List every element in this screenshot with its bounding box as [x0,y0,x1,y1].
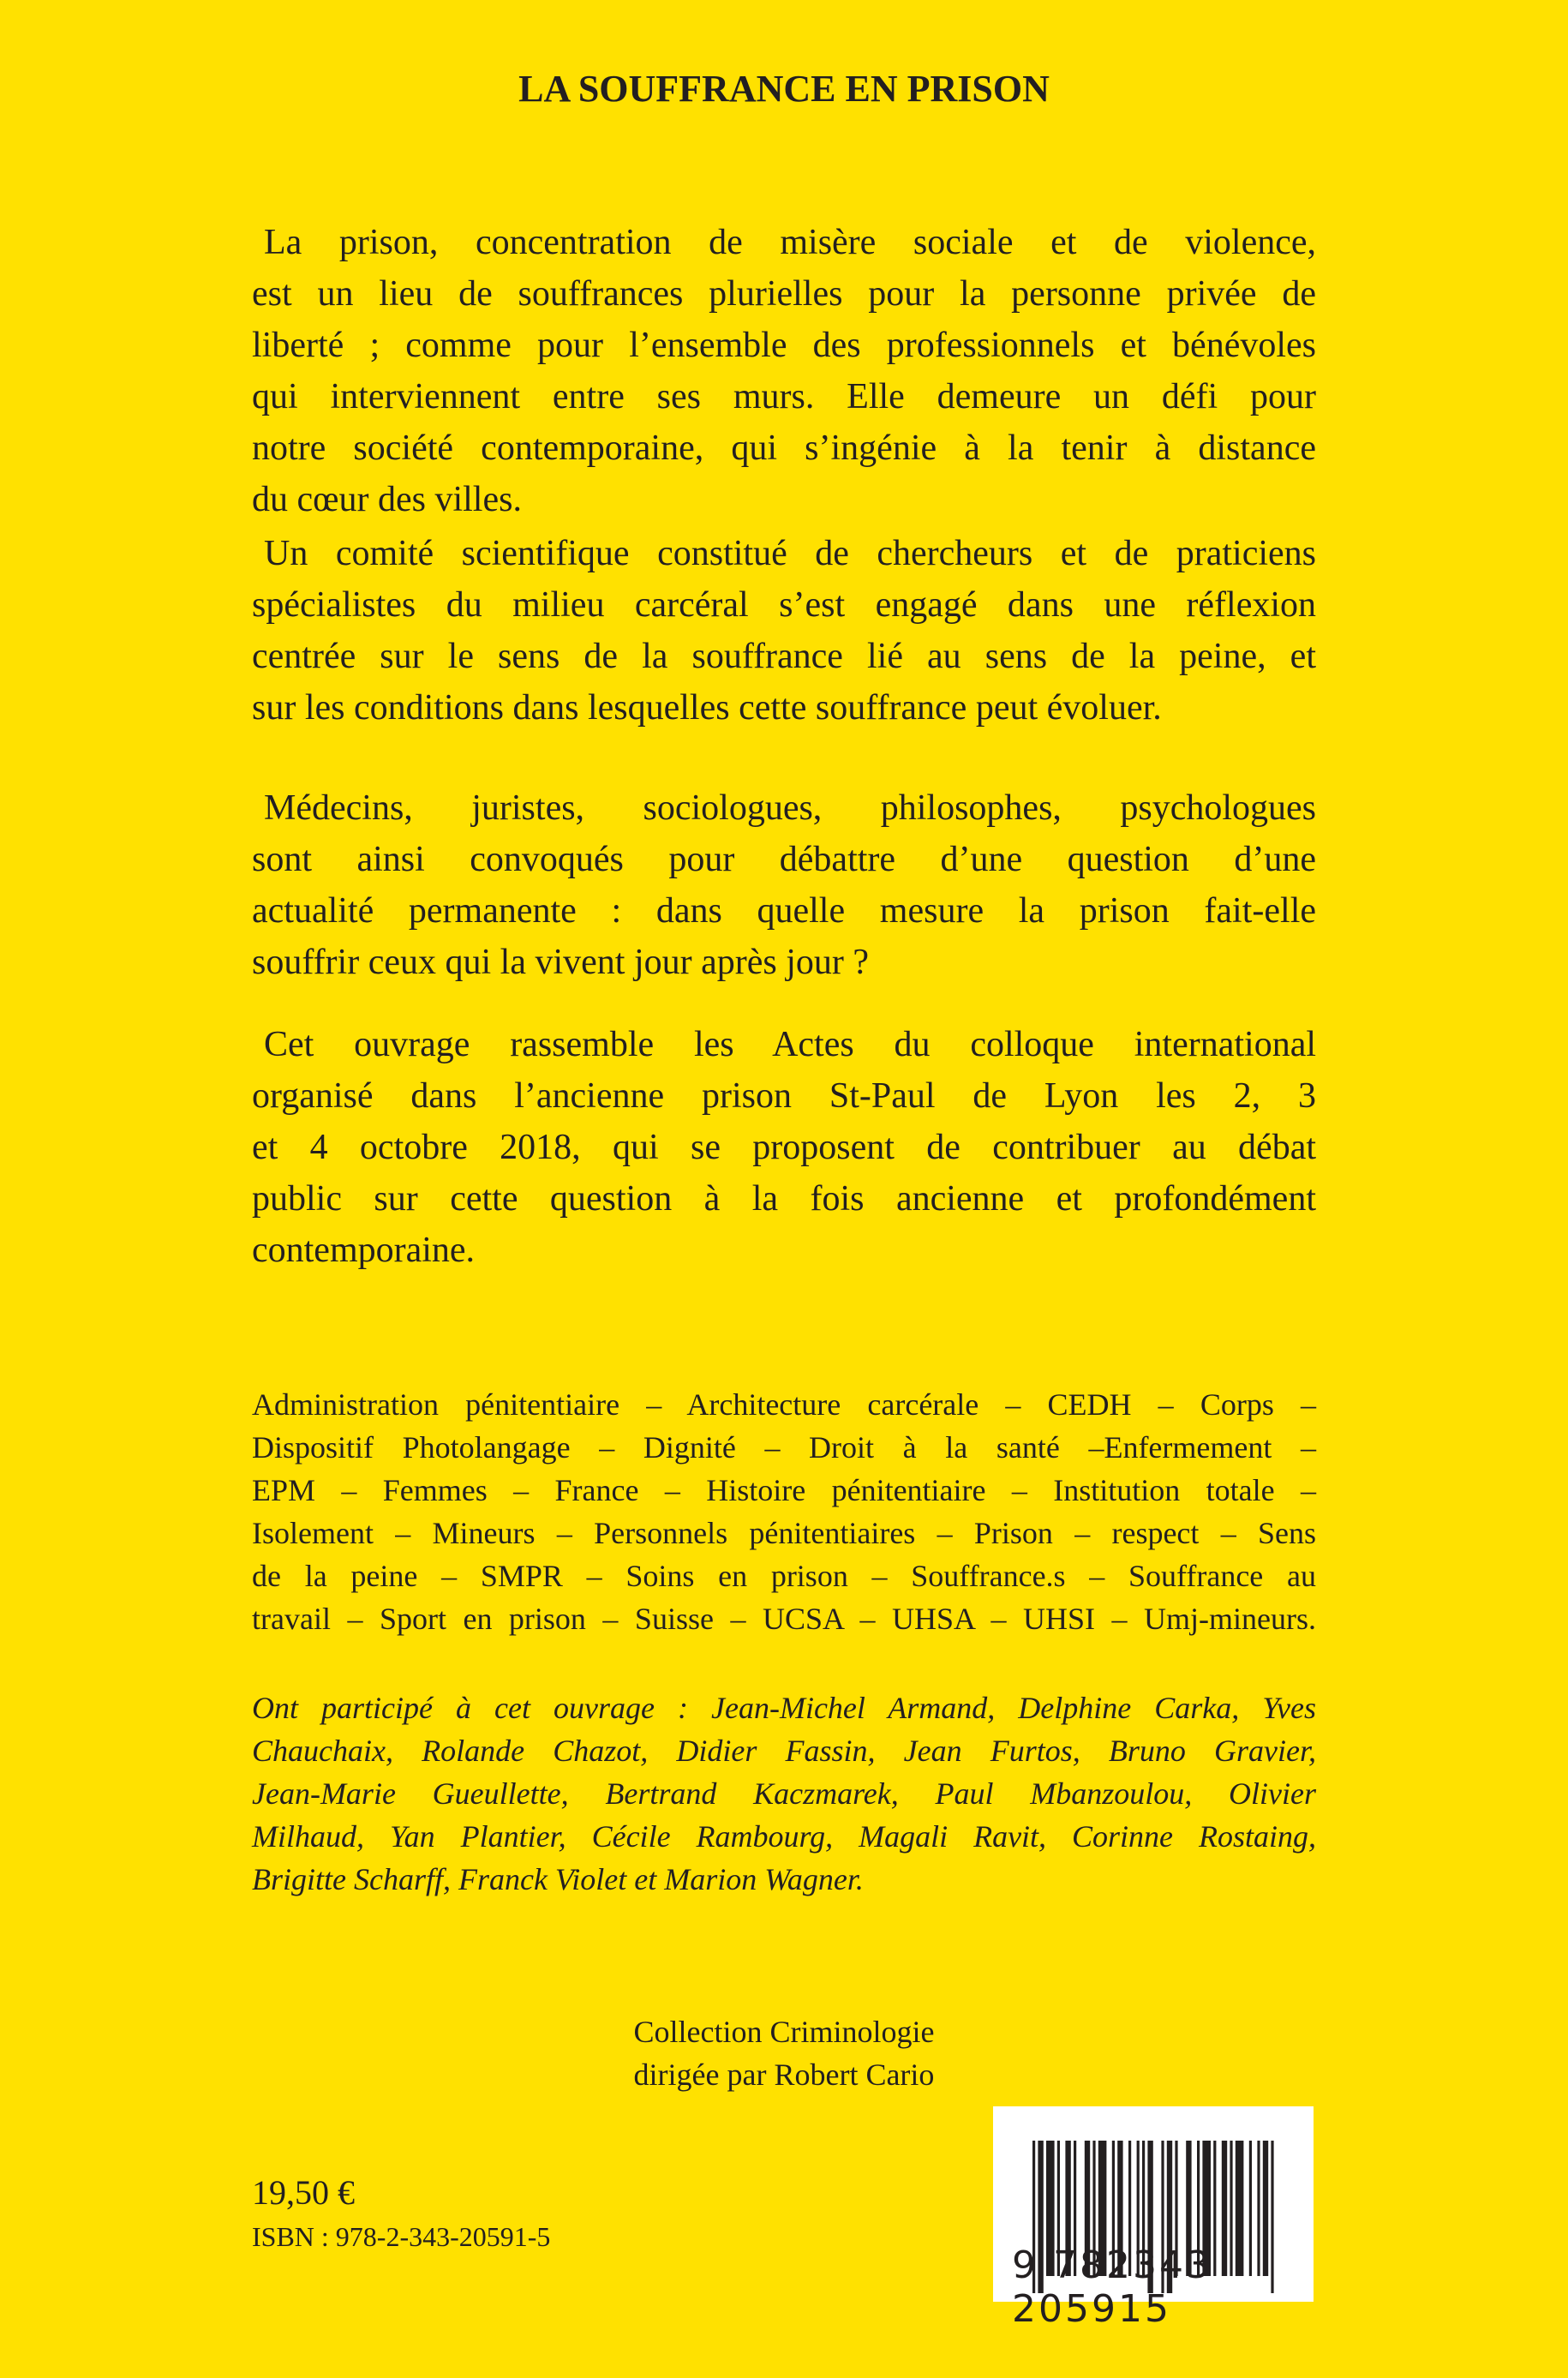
text-line: organisé dans l’ancienne prison St-Paul de Lyon les 2, 3 [252,1076,1316,1116]
text-line: travail – Sport en prison – Suisse – UCSA – UHSA – UHSI – Umj-mineurs. [252,1602,1316,1636]
text-line: souffrir ceux qui la vivent jour après jour ? [252,943,870,982]
text-line: La prison, concentration de misère sociale et de violence, [264,223,1316,262]
blurb-paragraph-2 [252,528,1316,734]
collection-name: Collection Criminologie [633,2015,935,2049]
text-line: Cet ouvrage rassemble les Actes du colloque international [264,1025,1316,1064]
text-line: Un comité scientifique constitué de chercheurs et de praticiens [264,534,1316,573]
text-line: qui interviennent entre ses murs. Elle demeure un défi pour [252,377,1316,416]
text-line: Administration pénitentiaire – Architecture carcérale – CEDH – Corps – [252,1387,1316,1422]
text-line: de la peine – SMPR – Soins en prison – Souffrance.s – Souffrance au [252,1559,1316,1593]
price: 19,50 € [252,2173,355,2212]
text-line: liberté ; comme pour l’ensemble des professionnels et bénévoles [252,326,1316,365]
blurb-paragraph-1 [252,217,1316,525]
barcode-digits: 9 782343 205915 [1012,2243,1212,2331]
text-line: public sur cette question à la fois ancienne et profondément [252,1179,1316,1219]
blurb-paragraph-3 [252,782,1316,988]
text-line: spécialistes du milieu carcéral s’est engagé dans une réflexion [252,585,1316,625]
collection-info [0,2010,1568,2096]
contributors [252,1686,1316,1901]
text-line: notre société contemporaine, qui s’ingénie à la tenir à distance [252,428,1316,468]
book-title: LA SOUFFRANCE EN PRISON [518,68,1050,110]
text-line: contemporaine. [252,1231,476,1270]
text-line: Milhaud, Yan Plantier, Cécile Rambourg, Magali Ravit, Corinne Rostaing, [252,1819,1316,1854]
text-line: du cœur des villes. [252,480,522,519]
text-line: EPM – Femmes – France – Histoire pénitentiaire – Institution totale – [252,1473,1316,1507]
text-line: Isolement – Mineurs – Personnels pénitentiaires – Prison – respect – Sens [252,1516,1316,1550]
text-line: actualité permanente : dans quelle mesure la prison fait-elle [252,891,1316,931]
text-line: centrée sur le sens de la souffrance lié au sens de la peine, et [252,637,1316,676]
text-line: Dispositif Photolangage – Dignité – Droit à la santé –Enfermement – [252,1430,1316,1465]
barcode [993,2106,1314,2331]
text-line: Jean-Marie Gueullette, Bertrand Kaczmarek, Paul Mbanzoulou, Olivier [252,1776,1316,1811]
text-line: Ont participé à cet ouvrage : Jean-Michel Armand, Delphine Carka, Yves [252,1691,1316,1725]
text-line: Brigitte Scharff, Franck Violet et Marion Wagner. [252,1862,864,1896]
isbn: ISBN : 978-2-343-20591-5 [252,2221,551,2252]
text-line: sur les conditions dans lesquelles cette souffrance peut évoluer. [252,688,1162,728]
text-line: et 4 octobre 2018, qui se proposent de contribuer au débat [252,1128,1316,1167]
text-line: sont ainsi convoqués pour débattre d’une question d’une [252,840,1316,879]
text-line: Chauchaix, Rolande Chazot, Didier Fassin, Jean Furtos, Bruno Gravier, [252,1734,1316,1768]
text-line: est un lieu de souffrances plurielles pour la personne privée de [252,274,1316,314]
blurb-paragraph-4 [252,1019,1316,1276]
text-line: Médecins, juristes, sociologues, philosophes, psychologues [264,788,1316,828]
keywords [252,1383,1316,1640]
collection-director: dirigée par Robert Cario [633,2058,935,2092]
